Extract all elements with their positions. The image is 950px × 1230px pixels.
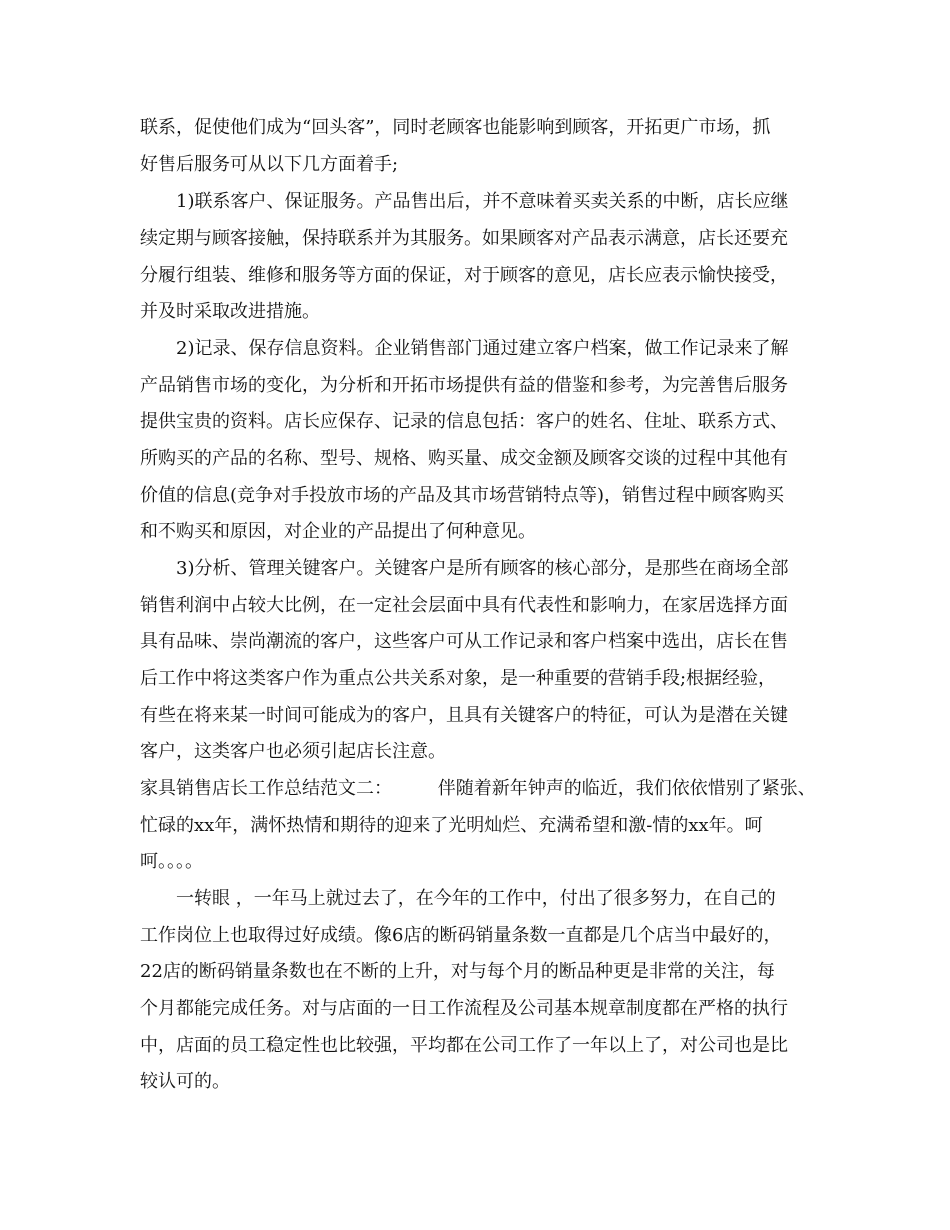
text-line: 所购买的产品的名称、型号、规格、购买量、成交金额及顾客交谈的过程中其他有 [140, 448, 788, 469]
text-line: 提供宝贵的资料。店长应保存、记录的信息包括：客户的姓名、住址、联系方式、 [140, 411, 788, 432]
paragraph-3-start: 3)分析、管理关键客户。关键客户是所有顾客的核心部分，是那些在商场全部 [176, 558, 789, 579]
text-line: 呵。。。。 [140, 851, 203, 872]
text-line: 并及时采取改进措施。 [140, 301, 320, 322]
section-heading-line: 家具销售店长工作总结范文二： 伴随着新年钟声的临近，我们依依惜别了紧张、 [140, 778, 816, 799]
text-line: 销售利润中占较大比例，在一定社会层面中具有代表性和影响力，在家居选择方面 [140, 595, 788, 616]
text-line: 工作岗位上也取得过好成绩。像6店的断码销量条数一直都是几个店当中最好的， [140, 925, 782, 946]
text-line: 个月都能完成任务。对与店面的一日工作流程及公司基本规章制度都在严格的执行 [140, 998, 788, 1019]
text-line: 联系，促使他们成为“回头客”，同时老顾客也能影响到顾客，开拓更广市场，抓 [140, 117, 771, 138]
text-line: 续定期与顾客接触，保持联系并为其服务。如果顾客对产品表示满意，店长还要充 [140, 228, 788, 249]
text-line: 产品销售市场的变化，为分析和开拓市场提供有益的借鉴和参考，为完善售后服务 [140, 375, 788, 396]
text-line: 分履行组装、维修和服务等方面的保证，对于顾客的意见，店长应表示愉快接受， [140, 265, 788, 286]
text-line: 客户，这类客户也必须引起店长注意。 [140, 741, 446, 762]
text-line: 和不购买和原因，对企业的产品提出了何种意见。 [140, 521, 536, 542]
text-line: 具有品味、崇尚潮流的客户，这些客户可从工作记录和客户档案中选出，店长在售 [140, 631, 788, 652]
text-line: 22店的断码销量条数也在不断的上升，对与每个月的断品种更是非常的关注，每 [140, 961, 775, 982]
text-line: 忙碌的xx年，满怀热情和期待的迎来了光明灿烂、充满希望和激-情的xx年。呵 [140, 815, 763, 836]
text-line: 较认可的。 [140, 1071, 230, 1092]
text-line: 有些在将来某一时间可能成为的客户，且具有关键客户的特征，可认为是潜在关键 [140, 705, 788, 726]
text-line: 中，店面的员工稳定性也比较强，平均都在公司工作了一年以上了，对公司也是比 [140, 1035, 788, 1056]
text-line: 后工作中将这类客户作为重点公共关系对象，是一种重要的营销手段;根据经验， [140, 668, 777, 689]
paragraph-4-start: 一转眼 ，一年马上就过去了，在今年的工作中，付出了很多努力，在自己的 [176, 888, 776, 909]
paragraph-2-start: 2)记录、保存信息资料。企业销售部门通过建立客户档案，做工作记录来了解 [176, 338, 789, 359]
text-line: 价值的信息(竞争对手投放市场的产品及其市场营销特点等)，销售过程中顾客购买 [140, 485, 785, 506]
paragraph-1-start: 1)联系客户、保证服务。产品售出后，并不意味着买卖关系的中断，店长应继 [176, 191, 789, 212]
text-line: 好售后服务可从以下几方面着手; [140, 154, 399, 175]
